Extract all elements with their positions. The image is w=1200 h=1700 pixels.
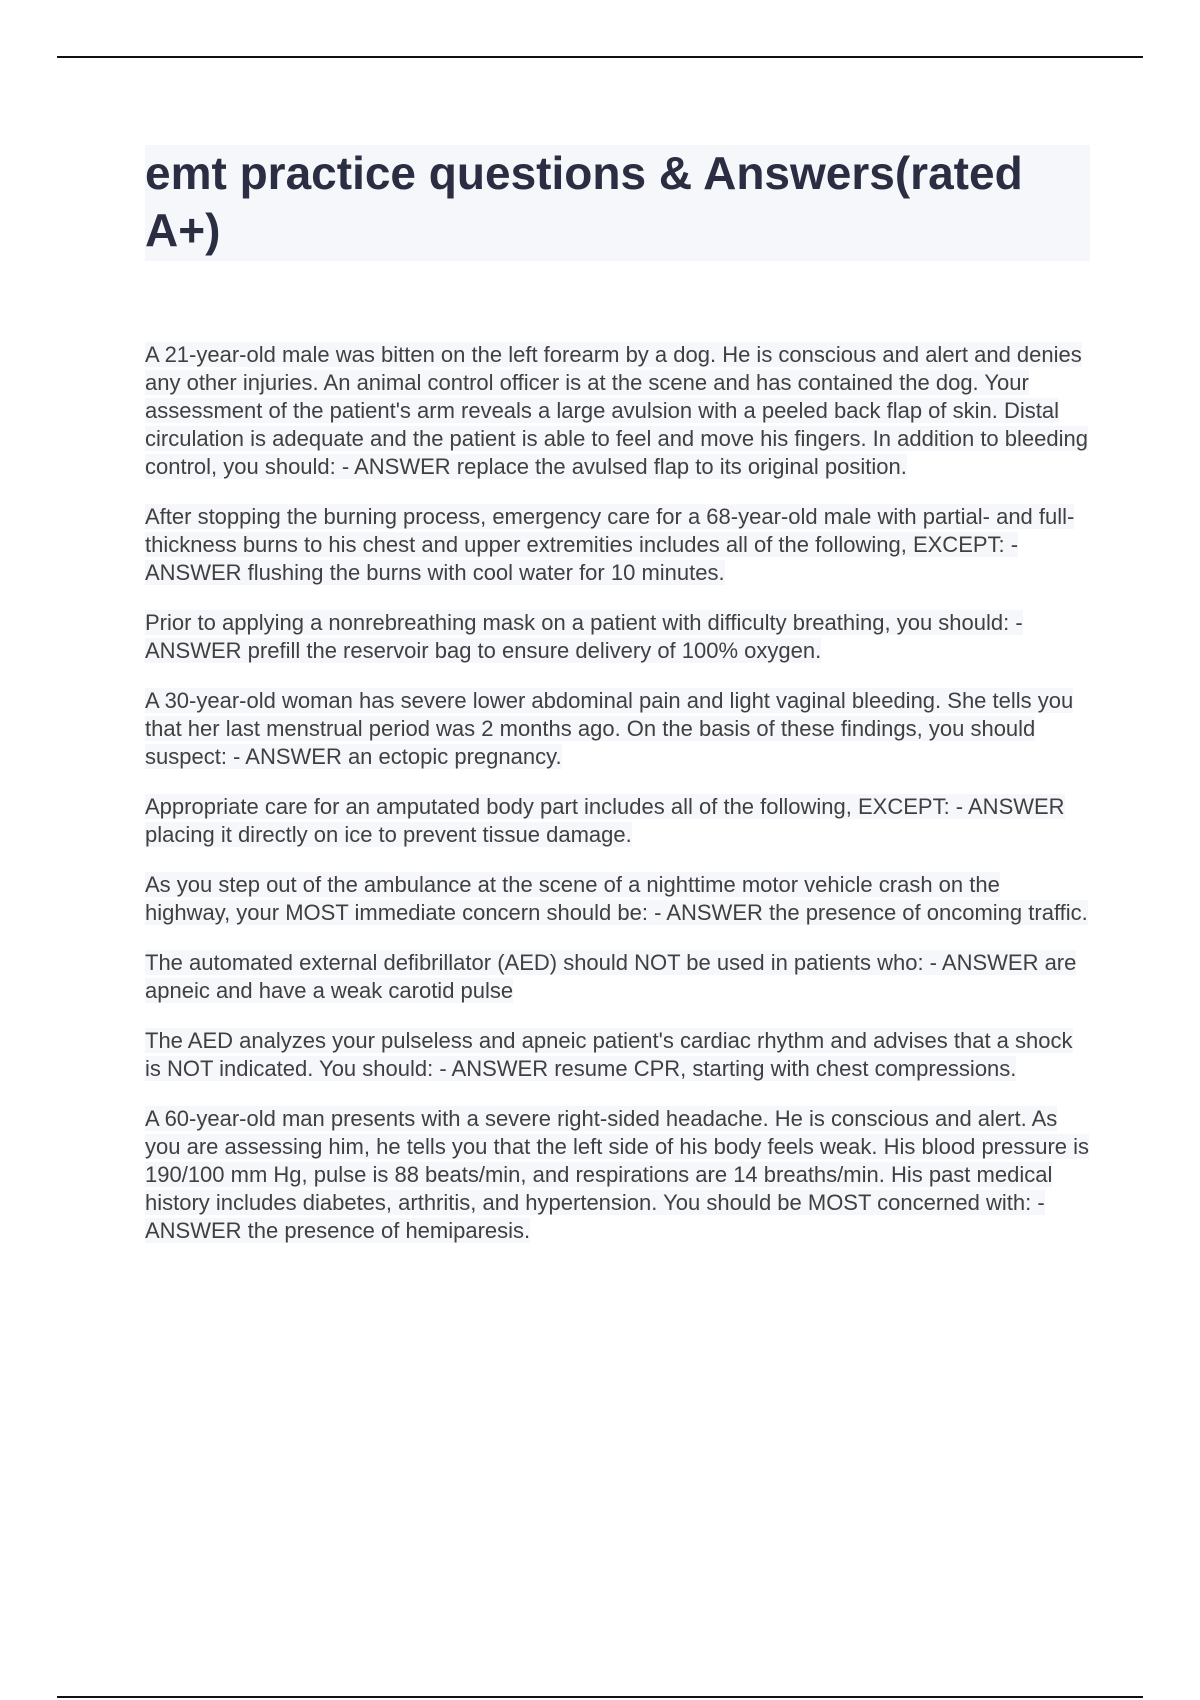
top-divider	[57, 56, 1143, 58]
document-body	[145, 145, 1090, 1267]
qa-item	[145, 949, 1090, 1005]
qa-item	[145, 793, 1090, 849]
title-block	[145, 145, 1090, 261]
qa-item	[145, 687, 1090, 771]
qa-item	[145, 609, 1090, 665]
qa-item	[145, 1105, 1090, 1245]
qa-item	[145, 871, 1090, 927]
qa-text: Prior to applying a nonrebreathing mask on a patient with difficulty breathing, you should: - ANSWER prefill the reservoir bag to ensure delivery of 100% oxygen.	[145, 610, 1023, 663]
qa-text: After stopping the burning process, emergency care for a 68-year-old male with partial- and full-thickness burns to his chest and upper extremities includes all of the following, EXCEPT: - ANSWER flushing the burns with cool water for 10 minutes.	[145, 504, 1075, 585]
bottom-divider	[57, 1696, 1143, 1698]
qa-item	[145, 503, 1090, 587]
qa-item	[145, 1027, 1090, 1083]
qa-text: As you step out of the ambulance at the scene of a nighttime motor vehicle crash on the highway, your MOST immediate concern should be: - ANSWER the presence of oncoming traffic.	[145, 872, 1088, 925]
qa-text: Appropriate care for an amputated body part includes all of the following, EXCEPT: - ANSWER placing it directly on ice to prevent tissue damage.	[145, 794, 1065, 847]
qa-text: The automated external defibrillator (AED) should NOT be used in patients who: - ANSWER are apneic and have a weak carotid pulse	[145, 950, 1077, 1003]
qa-item	[145, 341, 1090, 481]
qa-list	[145, 341, 1090, 1245]
document-title: emt practice questions & Answers(rated A+)	[145, 147, 1023, 256]
qa-text: The AED analyzes your pulseless and apneic patient's cardiac rhythm and advises that a shock is NOT indicated. You should: - ANSWER resume CPR, starting with chest compressions.	[145, 1028, 1073, 1081]
qa-text: A 60-year-old man presents with a severe right-sided headache. He is conscious and alert. As you are assessing him, he tells you that the left side of his body feels weak. His blood pressure is 190/100 mm Hg, pulse is 88 beats/min, and respirations are 14 breaths/min. His past medical history includes diabetes, arthritis, and hypertension. You should be MOST concerned with: - ANSWER the presence of hemiparesis.	[145, 1106, 1090, 1243]
qa-text: A 30-year-old woman has severe lower abdominal pain and light vaginal bleeding. She tells you that her last menstrual period was 2 months ago. On the basis of these findings, you should suspect: - ANSWER an ectopic pregnancy.	[145, 688, 1074, 769]
qa-text: A 21-year-old male was bitten on the left forearm by a dog. He is conscious and alert and denies any other injuries. An animal control officer is at the scene and has contained the dog. Your assessment of the patient's arm reveals a large avulsion with a peeled back flap of skin. Distal circulation is adequate and the patient is able to feel and move his fingers. In addition to bleeding control, you should: - ANSWER replace the avulsed flap to its original position.	[145, 342, 1088, 479]
